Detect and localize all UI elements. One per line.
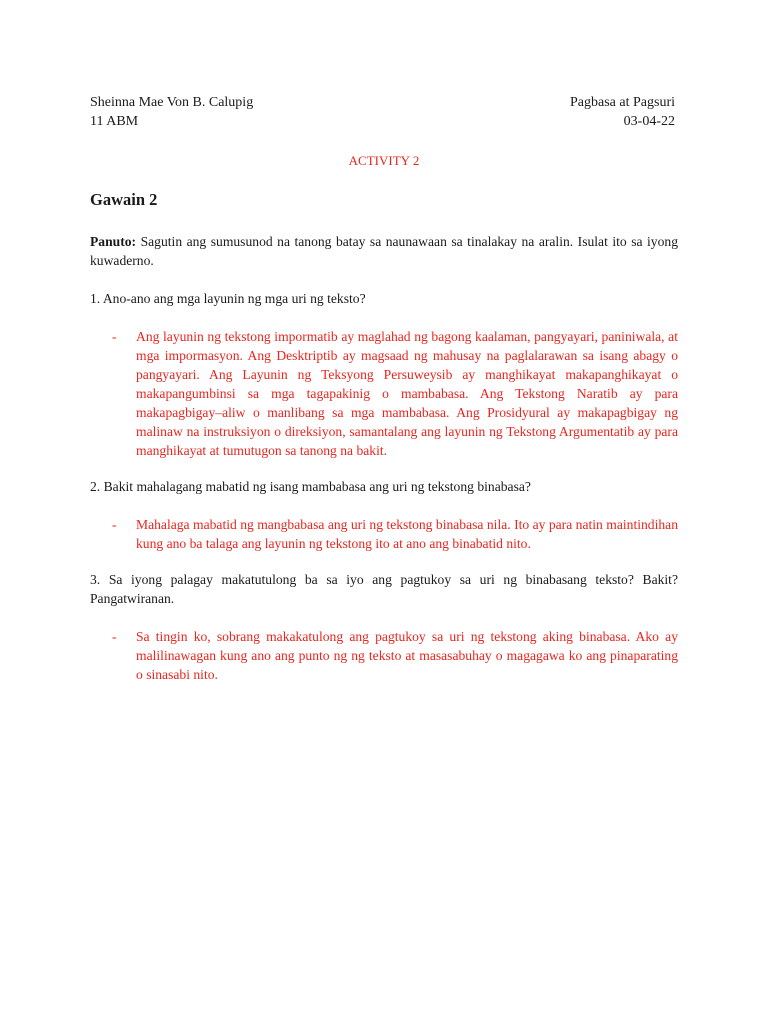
answer-2 <box>90 515 678 553</box>
question-2: 2. Bakit mahalagang mabatid ng isang mambabasa ang uri ng tekstong binabasa? <box>90 479 531 494</box>
question-3: 3. Sa iyong palagay makatutulong ba sa iyo ang pagtukoy sa uri ng binabasang teksto? Bakit? Pangatwiranan. <box>90 572 678 606</box>
answer-1-text: Ang layunin ng tekstong impormatib ay maglahad ng bagong kaalaman, pangyayari, paniniwala, at mga impormasyon. Ang Desktriptib ay magsaad ng mahusay na paglalarawan sa isang abagy o pangyayari. Ang Layunin ng Teksyong Persuweysib ay manghikayat makapanghikayat o makapangumbinsi sa mga tagapakinig o mambabasa. Ang Tekstong Naratib ay para makapagbigay–aliw o manlibang sa mga mambabasa. Ang Prosidyural ay makapagbigay ng malinaw na instruksiyon o direksiyon, samantalang ang layunin ng Tekstong Argumentatib ay para manghikayat at tumutugon sa tanong na bakit. <box>136 329 678 458</box>
answer-3 <box>90 627 678 684</box>
instructions-text: Sagutin ang sumusunod na tanong batay sa naunawaan sa tinalakay na aralin. Isulat ito sa iyong kuwaderno. <box>90 234 678 268</box>
header-right <box>570 93 675 131</box>
document-date: 03-04-22 <box>623 114 675 129</box>
instructions-label: Panuto: <box>90 234 137 249</box>
header-left <box>90 93 253 131</box>
answer-2-text: Mahalaga mabatid ng mangbabasa ang uri ng tekstong binabasa nila. Ito ay para natin maintindihan kung ano ba talaga ang layunin ng tekstong ito at ano ang binabatid nito. <box>136 517 678 551</box>
bullet-dash: - <box>112 517 117 532</box>
answer-1 <box>90 327 678 460</box>
subject-name: Pagbasa at Pagsuri <box>570 95 675 110</box>
activity-label: ACTIVITY 2 <box>348 153 420 168</box>
question-1: 1. Ano-ano ang mga layunin ng mga uri ng teksto? <box>90 291 366 306</box>
student-name: Sheinna Mae Von B. Calupig <box>90 95 254 110</box>
student-section: 11 ABM <box>90 114 139 129</box>
instructions <box>90 232 678 270</box>
bullet-dash: - <box>112 329 117 344</box>
document-body <box>90 232 678 684</box>
answer-3-text: Sa tingin ko, sobrang makakatulong ang pagtukoy sa uri ng tekstong aking binabasa. Ako ay malilinawagan kung ano ang punto ng ng teksto at masasabuhay o magagawa ko ang pinaparating o sinasabi nito. <box>136 629 678 682</box>
page-title: Gawain 2 <box>90 190 158 209</box>
bullet-dash: - <box>112 629 117 644</box>
